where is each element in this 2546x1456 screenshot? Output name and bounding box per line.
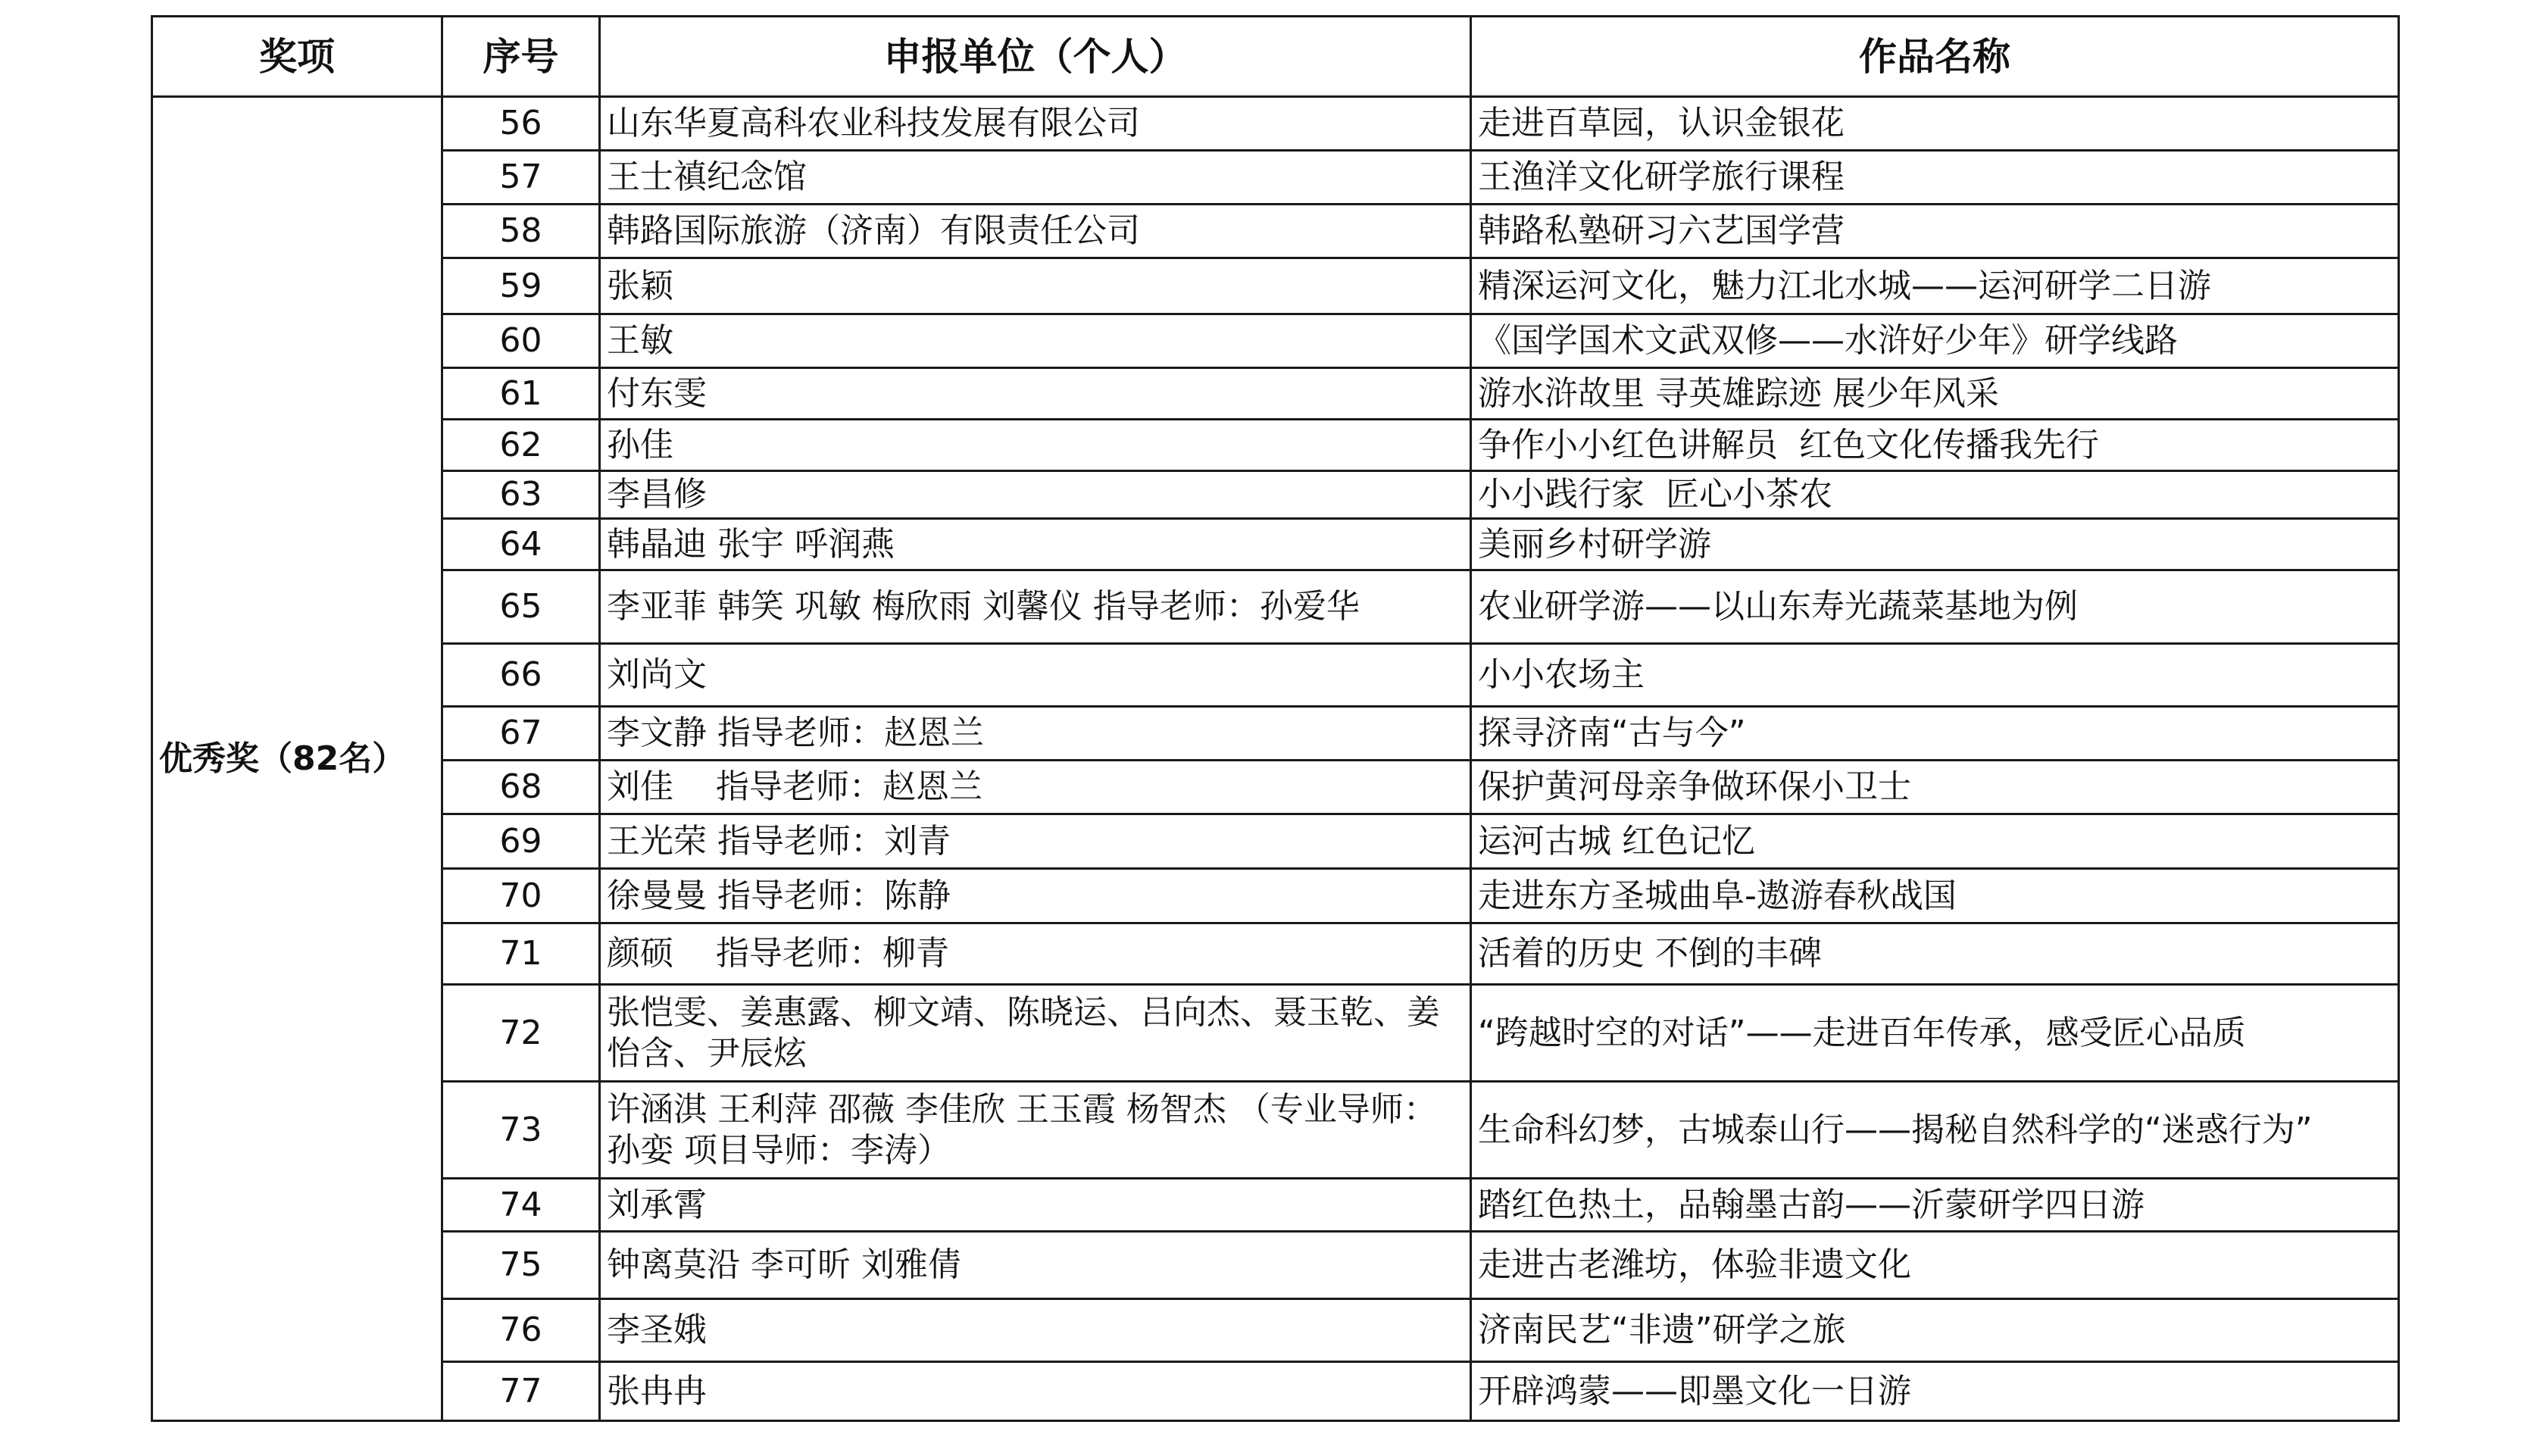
work-title-cell: 美丽乡村研学游: [1471, 519, 2399, 570]
table-row: [152, 869, 2399, 923]
table-row: [152, 1082, 2399, 1179]
applicant-cell: 李昌修: [600, 471, 1471, 519]
seq-cell: 74: [442, 1179, 600, 1232]
table-row: [152, 570, 2399, 644]
seq-cell: 59: [442, 258, 600, 314]
applicant-cell: 刘尚文: [600, 644, 1471, 707]
work-title-cell: 生命科幻梦，古城泰山行——揭秘自然科学的“迷惑行为”: [1471, 1082, 2399, 1179]
seq-cell: 57: [442, 151, 600, 205]
applicant-cell: 李文静 指导老师：赵恩兰: [600, 707, 1471, 761]
seq-cell: 62: [442, 420, 600, 471]
seq-cell: 70: [442, 869, 600, 923]
work-title-cell: 精深运河文化，魅力江北水城——运河研学二日游: [1471, 258, 2399, 314]
applicant-cell: 张恺雯、姜惠露、柳文靖、陈晓运、吕向杰、聂玉乾、姜怡含、尹辰炫: [600, 985, 1471, 1082]
table-row: [152, 258, 2399, 314]
work-title-cell: 王渔洋文化研学旅行课程: [1471, 151, 2399, 205]
header-applicant: 申报单位（个人）: [600, 17, 1471, 97]
work-title-cell: 小小践行家 匠心小茶农: [1471, 471, 2399, 519]
applicant-cell: 颜硕 指导老师：柳青: [600, 923, 1471, 985]
applicant-cell: 王敏: [600, 314, 1471, 368]
table-row: [152, 644, 2399, 707]
header-award: 奖项: [152, 17, 442, 97]
work-title-cell: 踏红色热土，品翰墨古韵——沂蒙研学四日游: [1471, 1179, 2399, 1232]
work-title-cell: 济南民艺“非遗”研学之旅: [1471, 1299, 2399, 1362]
work-title-cell: 韩路私塾研习六艺国学营: [1471, 205, 2399, 258]
applicant-cell: 徐曼曼 指导老师：陈静: [600, 869, 1471, 923]
applicant-cell: 张冉冉: [600, 1362, 1471, 1421]
applicant-cell: 刘佳 指导老师：赵恩兰: [600, 761, 1471, 814]
work-title-cell: 农业研学游——以山东寿光蔬菜基地为例: [1471, 570, 2399, 644]
table-body: [152, 97, 2399, 1421]
seq-cell: 60: [442, 314, 600, 368]
applicant-cell: 刘承霄: [600, 1179, 1471, 1232]
seq-cell: 73: [442, 1082, 600, 1179]
applicant-cell: 钟离莫沿 李可昕 刘雅倩: [600, 1232, 1471, 1299]
table-row: [152, 151, 2399, 205]
table-row: [152, 1299, 2399, 1362]
table-row: [152, 761, 2399, 814]
seq-cell: 66: [442, 644, 600, 707]
header-seq: 序号: [442, 17, 600, 97]
applicant-cell: 孙佳: [600, 420, 1471, 471]
table-row: [152, 1362, 2399, 1421]
seq-cell: 64: [442, 519, 600, 570]
work-title-cell: 保护黄河母亲争做环保小卫士: [1471, 761, 2399, 814]
applicant-cell: 韩路国际旅游（济南）有限责任公司: [600, 205, 1471, 258]
seq-cell: 68: [442, 761, 600, 814]
work-title-cell: 游水浒故里 寻英雄踪迹 展少年风采: [1471, 368, 2399, 420]
work-title-cell: 走进古老潍坊，体验非遗文化: [1471, 1232, 2399, 1299]
seq-cell: 72: [442, 985, 600, 1082]
seq-cell: 76: [442, 1299, 600, 1362]
header-work: 作品名称: [1471, 17, 2399, 97]
applicant-cell: 付东雯: [600, 368, 1471, 420]
work-title-cell: 《国学国术文武双修——水浒好少年》研学线路: [1471, 314, 2399, 368]
applicant-cell: 许涵淇 王利萍 邵薇 李佳欣 王玉霞 杨智杰 （专业导师：孙娈 项目导师：李涛）: [600, 1082, 1471, 1179]
table-row: [152, 368, 2399, 420]
seq-cell: 58: [442, 205, 600, 258]
seq-cell: 63: [442, 471, 600, 519]
applicant-cell: 李圣娥: [600, 1299, 1471, 1362]
table-row: [152, 1179, 2399, 1232]
work-title-cell: 活着的历史 不倒的丰碑: [1471, 923, 2399, 985]
table-row: [152, 923, 2399, 985]
applicant-cell: 山东华夏高科农业科技发展有限公司: [600, 97, 1471, 151]
work-title-cell: 走进东方圣城曲阜-遨游春秋战国: [1471, 869, 2399, 923]
seq-cell: 67: [442, 707, 600, 761]
seq-cell: 56: [442, 97, 600, 151]
applicant-cell: 王光荣 指导老师：刘青: [600, 814, 1471, 869]
table-row: [152, 985, 2399, 1082]
table-row: [152, 420, 2399, 471]
table-row: [152, 1232, 2399, 1299]
seq-cell: 61: [442, 368, 600, 420]
applicant-cell: 王士禛纪念馆: [600, 151, 1471, 205]
seq-cell: 65: [442, 570, 600, 644]
award-table: [151, 15, 2400, 1422]
work-title-cell: 走进百草园，认识金银花: [1471, 97, 2399, 151]
work-title-cell: 争作小小红色讲解员 红色文化传播我先行: [1471, 420, 2399, 471]
table-row: [152, 205, 2399, 258]
table-row: [152, 471, 2399, 519]
table-row: [152, 314, 2399, 368]
work-title-cell: 运河古城 红色记忆: [1471, 814, 2399, 869]
table-row: [152, 814, 2399, 869]
header-row: [152, 17, 2399, 97]
applicant-cell: 李亚菲 韩笑 巩敏 梅欣雨 刘馨仪 指导老师：孙爱华: [600, 570, 1471, 644]
table-row: [152, 519, 2399, 570]
seq-cell: 77: [442, 1362, 600, 1421]
table-row: [152, 97, 2399, 151]
work-title-cell: 小小农场主: [1471, 644, 2399, 707]
work-title-cell: 开辟鸿蒙——即墨文化一日游: [1471, 1362, 2399, 1421]
work-title-cell: “跨越时空的对话”——走进百年传承，感受匠心品质: [1471, 985, 2399, 1082]
award-category-cell: 优秀奖（82名）: [152, 97, 442, 1421]
applicant-cell: 韩晶迪 张宇 呼润燕: [600, 519, 1471, 570]
work-title-cell: 探寻济南“古与今”: [1471, 707, 2399, 761]
seq-cell: 71: [442, 923, 600, 985]
seq-cell: 75: [442, 1232, 600, 1299]
applicant-cell: 张颖: [600, 258, 1471, 314]
seq-cell: 69: [442, 814, 600, 869]
table-row: [152, 707, 2399, 761]
